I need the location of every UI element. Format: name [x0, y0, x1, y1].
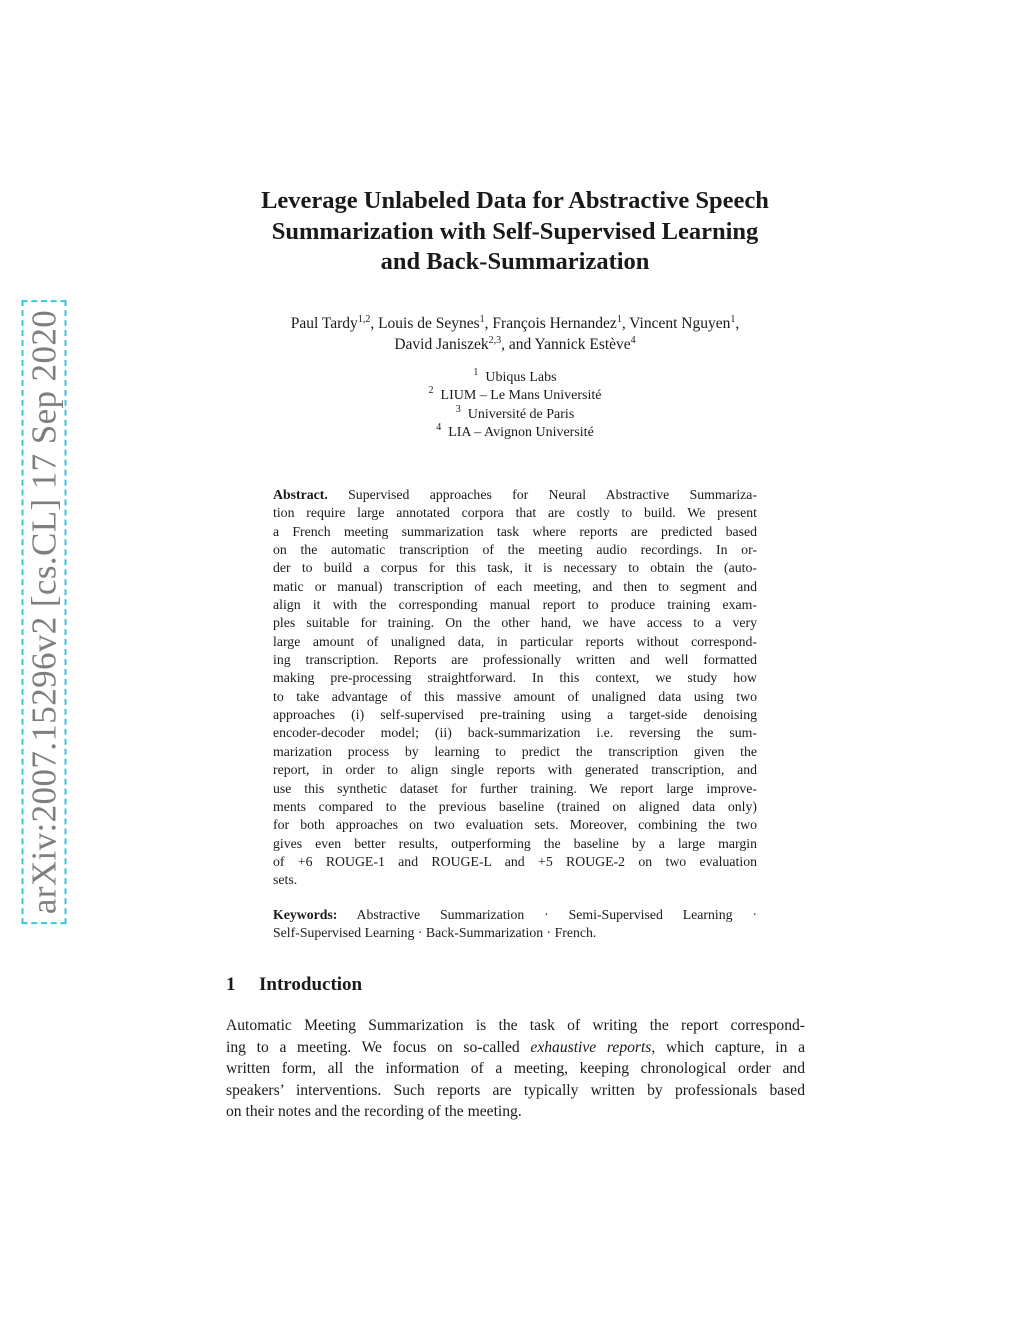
paragraph-text: written form, all the information of a meeting, keeping chronological order and: [226, 1060, 805, 1078]
author-name: Louis de Seynes: [378, 315, 480, 332]
affiliation-name: LIUM – Le Mans Université: [440, 388, 602, 404]
affiliation-mark: 2: [428, 385, 434, 397]
abstract-line: to take advantage of this massive amount of unaligned data using two: [273, 688, 757, 704]
abstract-line: sets.: [273, 872, 298, 888]
abstract-line: encoder-decoder model; (ii) back-summarization i.e. reversing the sum-: [273, 725, 757, 741]
keywords-line: [273, 906, 757, 924]
paragraph-text: on their notes and the recording of the meeting.: [226, 1103, 522, 1121]
affiliation: [200, 387, 830, 405]
abstract: [273, 486, 757, 890]
affiliation-name: Université de Paris: [467, 406, 575, 422]
abstract-line: ments compared to the previous baseline (trained on aligned data only): [273, 798, 757, 814]
abstract-line: gives even better results, outperforming the baseline by a large margin: [273, 835, 757, 851]
author-list: [200, 313, 830, 355]
title-line: and Back-Summarization: [380, 248, 650, 275]
abstract-line: large amount of unaligned data, in particular reports without correspond-: [273, 633, 757, 649]
paragraph-line: [226, 1037, 805, 1059]
emphasized-term: exhaustive reports: [530, 1038, 652, 1056]
author-name: David Janiszek: [394, 336, 489, 353]
keywords-line: Self-Supervised Learning · Back-Summarization · French.: [273, 925, 597, 941]
abstract-line: for both approaches on two evaluation sets. Moreover, combining the two: [273, 817, 757, 833]
author-name: Yannick Estève: [534, 336, 631, 353]
paragraph-text: speakers’ interventions. Such reports are typically written by professionals based: [226, 1081, 805, 1099]
author-affiliation-mark: 1: [616, 314, 622, 325]
author-affiliation-mark: 2,3: [488, 335, 502, 346]
abstract-line: ples suitable for training. On the other hand, we have access to a very: [273, 615, 757, 631]
paragraph-text: ing to a meeting. We focus on so-called: [226, 1038, 531, 1056]
abstract-line: der to build a corpus for this task, it is necessary to obtain the (auto-: [273, 560, 757, 576]
author-affiliation-mark: 1: [479, 314, 485, 325]
section-title: Introduction: [259, 974, 363, 995]
affiliation-mark: 3: [455, 403, 461, 415]
affiliation-list: [200, 369, 830, 443]
paragraph-line: [226, 1015, 805, 1037]
paragraph-text: Automatic Meeting Summarization is the task of writing the report correspond-: [226, 1017, 805, 1034]
keywords: [273, 906, 757, 943]
arxiv-identifier-stamp[interactable]: arXiv:2007.15296v2 [cs.CL] 17 Sep 2020: [22, 300, 67, 924]
abstract-line: approaches (i) self-supervised pre-training using a target-side denoising: [273, 707, 757, 723]
abstract-line: marization process by learning to predict the transcription given the: [273, 743, 757, 759]
paragraph-text: , which capture, in a: [651, 1038, 805, 1056]
author-separator: ,: [621, 315, 630, 332]
author-separator: , and: [501, 336, 535, 353]
keywords-text: Abstractive Summarization · Semi-Supervised Learning ·: [356, 907, 757, 922]
paragraph-line: [226, 1058, 805, 1080]
paragraph-line: [226, 1101, 805, 1123]
paragraph-line: [226, 1080, 805, 1102]
author-affiliation-mark: 4: [630, 335, 636, 346]
abstract-line: report, in order to align single reports with generated transcription, and: [273, 762, 757, 778]
affiliation-name: LIA – Avignon Université: [448, 425, 594, 441]
abstract-line: ing transcription. Reports are professionally written and well formatted: [273, 652, 757, 668]
section-heading: [226, 973, 362, 997]
abstract-label: Abstract.: [273, 487, 328, 502]
author-name: Vincent Nguyen: [629, 315, 731, 332]
abstract-line: of +6 ROUGE-1 and ROUGE-L and +5 ROUGE-2 on two evaluation: [273, 853, 757, 869]
author-separator: ,: [484, 315, 493, 332]
affiliation: [200, 424, 830, 442]
abstract-line: use this synthetic dataset for further training. We report large improve-: [273, 780, 757, 796]
abstract-line: making pre-processing straightforward. In this context, we study how: [273, 670, 757, 686]
paper-title: [200, 186, 830, 278]
author-affiliation-mark: 1: [730, 314, 736, 325]
abstract-line: on the automatic transcription of the meeting audio recordings. In or-: [273, 542, 757, 558]
introduction-paragraph: [226, 1015, 805, 1123]
abstract-line: tion require large annotated corpora that are costly to build. We present: [273, 505, 757, 521]
section-number: 1: [226, 974, 236, 995]
title-line: Summarization with Self-Supervised Learning: [271, 217, 759, 245]
title-line: Leverage Unlabeled Data for Abstractive Speech: [261, 187, 769, 214]
abstract-text: Supervised approaches for Neural Abstractive Summariza-: [348, 487, 757, 502]
affiliation: [200, 403, 830, 424]
abstract-line: align it with the corresponding manual report to produce training exam-: [273, 597, 757, 613]
author-separator: ,: [735, 315, 740, 332]
author-affiliation-mark: 1,2: [357, 314, 371, 325]
affiliation-mark: 1: [473, 367, 479, 378]
affiliation-mark: 4: [436, 422, 442, 434]
author-name: Paul Tardy: [290, 315, 358, 332]
author-name: François Hernandez: [492, 315, 617, 332]
keywords-label: Keywords:: [273, 907, 338, 922]
author-separator: ,: [370, 315, 379, 332]
abstract-line: a French meeting summarization task where reports are predicted based: [273, 523, 757, 539]
abstract-line: matic or manual) transcription of each meeting, and then to segment and: [273, 578, 757, 594]
abstract-line: [273, 486, 757, 504]
affiliation: [200, 369, 830, 387]
affiliation-name: Ubiqus Labs: [485, 370, 557, 385]
